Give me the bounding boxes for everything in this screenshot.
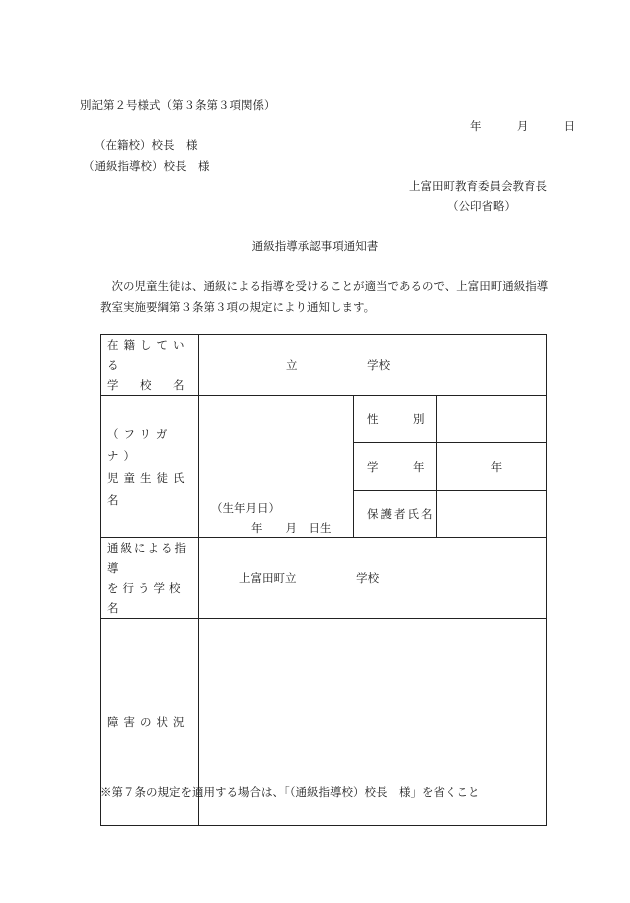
- enrolled-school-gakko: 学校: [367, 358, 391, 372]
- enrolled-school-label-line2: 学 校 名: [107, 378, 190, 392]
- guardian-label: 保護者氏名: [354, 491, 437, 538]
- disability-label: 障害の状況: [101, 619, 199, 826]
- notification-table: [100, 334, 547, 826]
- seal-omitted: （公印省略）: [447, 199, 516, 213]
- tsukyu-school-town: 上富田町立: [239, 571, 297, 585]
- grade-suffix: 年: [490, 459, 503, 474]
- furigana-label: （フリガナ）: [107, 426, 173, 463]
- grade-label: 学 年: [354, 443, 437, 491]
- tsukyu-school-gakko: 学校: [356, 571, 380, 585]
- enrolled-school-label: [101, 335, 199, 396]
- tsukyu-school-label-line1: 通級による指導: [107, 541, 188, 575]
- date-year: 年: [470, 119, 482, 133]
- birth-label: （生年月日）: [211, 501, 280, 515]
- tsukyu-school-label-line2: を行う学校名: [107, 581, 185, 615]
- student-name-field[interactable]: [199, 396, 354, 538]
- addressee-tsukyu-school: （通級指導校）校長 様: [83, 159, 210, 173]
- document-title: 通級指導承認事項通知書: [251, 239, 379, 253]
- tsukyu-school-label: [101, 538, 199, 619]
- guardian-value[interactable]: [437, 491, 547, 538]
- table-row: [101, 538, 547, 619]
- body-text: 次の児童生徒は、通級による指導を受けることが適当であるので、上富田町通級指導教室実施要綱第３条第３項の規定により通知します。: [100, 279, 549, 314]
- birth-value: 年 月 日生: [251, 521, 332, 535]
- enrolled-school-label-line1: 在籍している: [107, 338, 190, 372]
- enrolled-school-ritsu: 立: [286, 358, 298, 372]
- footnote: ※第７条の規定を適用する場合は、「（通級指導校）校長 様」を省くこと: [100, 785, 480, 799]
- student-name-label-text: 児童生徒氏名: [107, 470, 190, 507]
- gender-label: 性 別: [354, 396, 437, 443]
- sender-name: 上富田町教育委員会教育長: [409, 179, 547, 193]
- enrolled-school-value[interactable]: [199, 335, 547, 396]
- table-row: [101, 335, 547, 396]
- grade-value[interactable]: [437, 443, 547, 491]
- date-month: 月: [516, 119, 529, 133]
- gender-value[interactable]: [437, 396, 547, 443]
- date-day: 日: [563, 119, 576, 133]
- student-name-label: [101, 396, 199, 538]
- addressee-enrolled-school: （在籍校）校長 様: [94, 138, 198, 152]
- date-line: [470, 118, 575, 134]
- table-row: [101, 396, 547, 443]
- tsukyu-school-value[interactable]: [199, 538, 547, 619]
- form-label: 別記第２号様式（第３条第３項関係）: [80, 98, 276, 112]
